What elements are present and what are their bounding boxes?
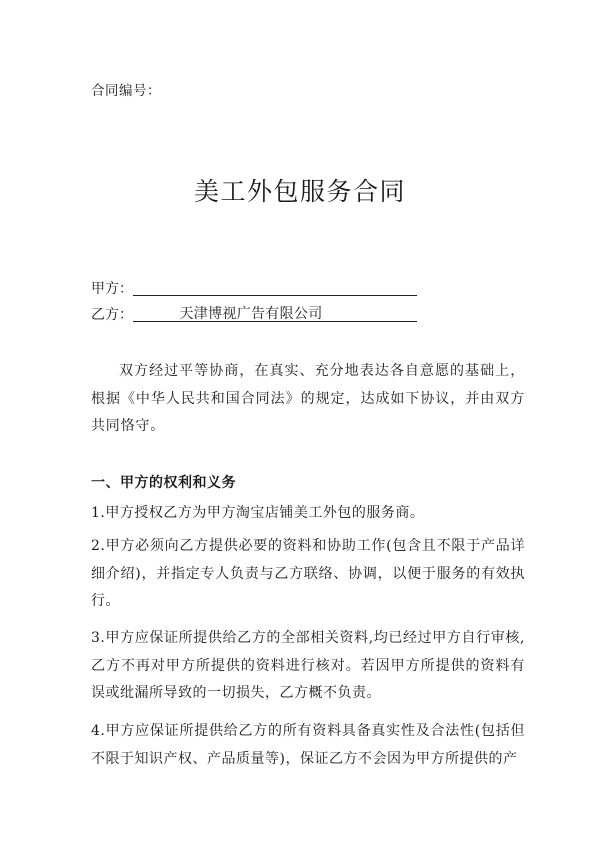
party-b-row xyxy=(91,304,323,324)
contract-number-label: 合同编号： xyxy=(91,83,161,99)
party-a-underline xyxy=(133,295,417,296)
contract-title: 美工外包服务合同 xyxy=(193,177,406,206)
party-b-value: 天津博视广告有限公司 xyxy=(179,306,323,322)
party-a-row xyxy=(91,278,133,298)
party-a-label: 甲方： xyxy=(91,281,133,297)
clause-item: 4.甲方应保证所提供给乙方的所有资料具备真实性及合法性(包括但不限于知识产权、产品质量等)，保证乙方不会因为甲方所提供的产 xyxy=(91,723,525,767)
clause-item: 3.甲方应保证所提供给乙方的全部相关资料,均已经过甲方自行审核,乙方不再对甲方所提供的资料进行核对。若因甲方所提供的资料有误或纰漏所导致的一切损失，乙方概不负责。 xyxy=(91,630,525,701)
clause-item: 2.甲方必须向乙方提供必要的资料和协助工作(包含且不限于产品详细介绍)，并指定专人负责与乙方联络、协调，以便于服务的有效执行。 xyxy=(91,538,525,609)
preamble-paragraph: 双方经过平等协商，在真实、充分地表达各自意愿的基础上，根据《中华人民共和国合同法》的规定，达成如下协议，并由双方共同恪守。 xyxy=(91,363,525,434)
section-heading: 一、甲方的权利和义务 xyxy=(91,475,236,491)
party-b-label: 乙方： xyxy=(91,307,133,323)
clause-item: 1.甲方授权乙方为甲方淘宝店铺美工外包的服务商。 xyxy=(91,505,425,521)
